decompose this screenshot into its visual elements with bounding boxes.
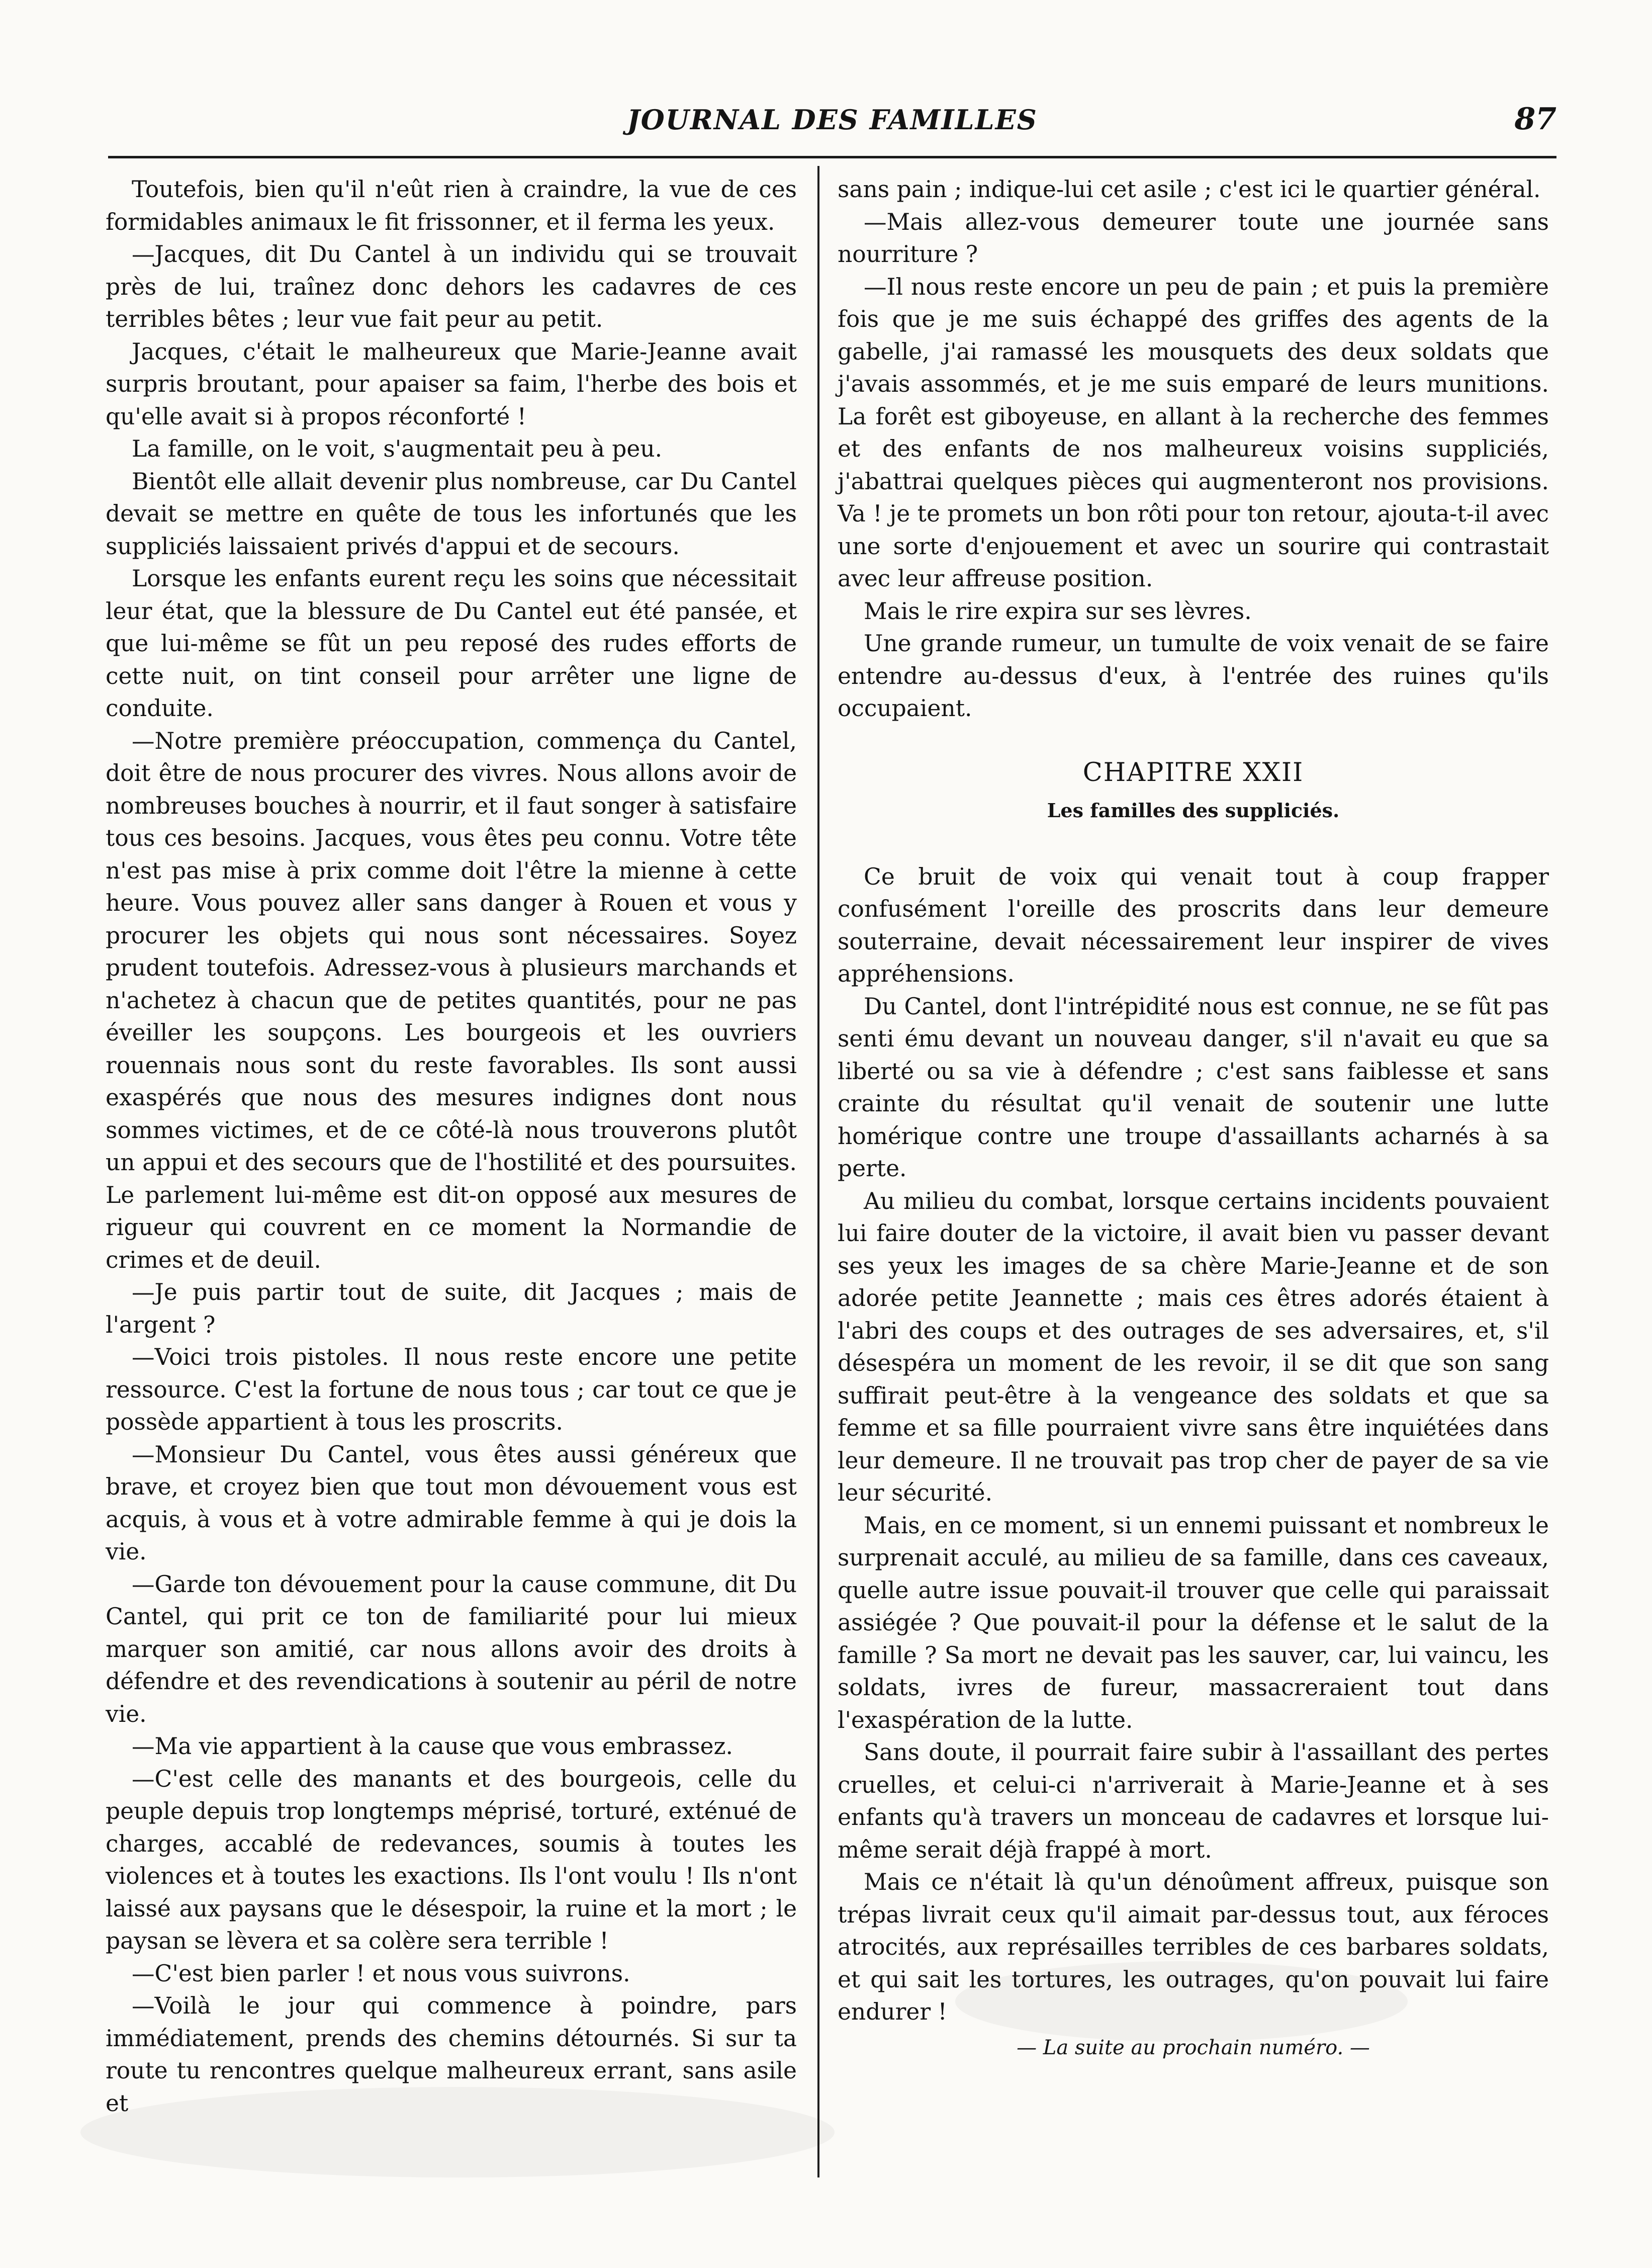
paragraph: —C'est celle des manants et des bourgeois, celle du peuple depuis trop longtemps méprisé, torturé, exténué de charges, accablé de redevances, soumis à toutes les violences et à toutes les exactions. Ils l'ont voulu ! Ils n'ont laissé aux paysans que le désespoir, la ruine et la mort ; le paysan se lèvera et sa colère sera terrible !	[106, 1765, 797, 1954]
paragraph: —Je puis partir tout de suite, dit Jacques ; mais de l'argent ?	[106, 1279, 797, 1338]
paragraph: —Mais allez-vous demeurer toute une journée sans nourriture ?	[838, 208, 1549, 268]
paragraph: Du Cantel, dont l'intrépidité nous est connue, ne se fût pas senti ému devant un nouveau danger, s'il n'avait eu que sa liberté ou sa vie à défendre ; c'est sans faiblesse et sans crainte du résultat qu'il venait de soutenir une lutte homérique contre une troupe d'assaillants acharnés à sa perte.	[838, 993, 1549, 1182]
paragraph: —Voici trois pistoles. Il nous reste encore une petite ressource. C'est la fortune de nous tous ; car tout ce que je possède appartient à tous les proscrits.	[106, 1344, 797, 1435]
paragraph: Mais le rire expira sur ses lèvres.	[864, 597, 1252, 625]
chapter-subtitle: Les familles des suppliciés.	[1047, 799, 1340, 822]
paragraph: —Voilà le jour qui commence à poindre, pars immédiatement, prends des chemins détournés. Si sur ta route tu rencontres quelque malheureux errant, sans asile et	[106, 1992, 797, 2117]
paragraph: Sans doute, il pourrait faire subir à l'assaillant des pertes cruelles, et celui-ci n'arriverait à Marie-Jeanne et à ses enfants qu'à travers un monceau de cadavres et lorsque lui-même serait déjà frappé à mort.	[838, 1739, 1549, 1863]
right-column	[838, 173, 1549, 2064]
paragraph: —Jacques, dit Du Cantel à un individu qui se trouvait près de lui, traînez donc dehors les cadavres de ces terribles bêtes ; leur vue fait peur au petit.	[106, 241, 797, 332]
paragraph: —Monsieur Du Cantel, vous êtes aussi généreux que brave, et croyez bien que tout mon dévouement vous est acquis, à vous et à votre admirable femme à qui je dois la vie.	[106, 1441, 797, 1565]
paragraph: Mais ce n'était là qu'un dénoûment affreux, puisque son trépas livrait ceux qu'il aimait par-dessus tout, aux féroces atrocités, aux représailles terribles de ces barbares soldats, et qui sait les tortures, les outrages, qu'on pouvait lui faire endurer !	[838, 1869, 1549, 2025]
paragraph: La famille, on le voit, s'augmentait peu à peu.	[132, 435, 663, 462]
paragraph: —C'est bien parler ! et nous vous suivrons.	[132, 1960, 630, 1987]
paragraph: —Garde ton dévouement pour la cause commune, dit Du Cantel, qui prit ce ton de familiarité pour lui mieux marquer son amitié, car nous allons avoir des droits à défendre et des revendications à soutenir au péril de notre vie.	[106, 1571, 797, 1727]
chapter-heading: CHAPITRE XXII	[1082, 757, 1304, 788]
paragraph: —Ma vie appartient à la cause que vous embrassez.	[132, 1733, 733, 1760]
header-rule	[108, 156, 1556, 158]
paragraph: —Notre première préoccupation, commença du Cantel, doit être de nous procurer des vivres. Nous allons avoir de nombreuses bouches à nourrir, et il faut songer à satisfaire tous ces besoins. Jacques, vous êtes peu connu. Votre tête n'est pas mise à prix comme doit l'être la mienne à cette heure. Vous pouvez aller sans danger à Rouen et vous y procurer les objets qui nous sont nécessaires. Soyez prudent toutefois. Adressez-vous à plusieurs marchands et n'achetez à chacun que de petites quantités, pour ne pas éveiller les soupçons. Les bourgeois et les ouvriers rouennais nous sont du reste favorables. Ils sont aussi exaspérés que nous des mesures indignes dont nous sommes victimes, et de ce côté-là nous trouverons plutôt un appui et des secours que de l'hostilité et des poursuites. Le parlement lui-même est dit-on opposé aux mesures de rigueur qui couvrent en ce moment la Normandie de crimes et de deuil.	[106, 727, 797, 1273]
page-number: 87	[1514, 102, 1556, 137]
paragraph: —Il nous reste encore un peu de pain ; et puis la première fois que je me suis échappé des griffes des agents de la gabelle, j'ai ramassé les mousquets des deux soldats que j'avais assommés, et je me suis emparé de leurs munitions. La forêt est giboyeuse, en allant à la recherche des femmes et des enfants de nos malheureux voisins suppliciés, j'abattrai quelques pièces qui augmenteront nos provisions. Va ! je te promets un bon rôti pour ton retour, ajouta-t-il avec une sorte d'enjouement et avec un sourire qui contrastait avec leur affreuse position.	[838, 273, 1549, 592]
paragraph: Toutefois, bien qu'il n'eût rien à craindre, la vue de ces formidables animaux le fit frissonner, et il ferma les yeux.	[106, 176, 797, 235]
paragraph: Ce bruit de voix qui venait tout à coup frapper confusément l'oreille des proscrits dans leur demeure souterraine, devait nécessairement leur inspirer de vives appréhensions.	[838, 863, 1549, 987]
journal-title: JOURNAL DES FAMILLES	[627, 104, 1038, 136]
column-divider	[817, 166, 819, 2177]
paragraph: sans pain ; indique-lui cet asile ; c'est ici le quartier général.	[838, 176, 1541, 203]
paragraph: Mais, en ce moment, si un ennemi puissant et nombreux le surprenait acculé, au milieu de sa famille, dans ces caveaux, quelle autre issue pouvait-il trouver que celle qui paraissait assiégée ? Que pouvait-il pour la défense et le salut de la famille ? Sa mort ne devait pas les sauver, car, lui vaincu, les soldats, ivres de fureur, massacreraient tout dans l'exaspération de la lutte.	[838, 1512, 1549, 1733]
paragraph: Jacques, c'était le malheureux que Marie-Jeanne avait surpris broutant, pour apaiser sa faim, l'herbe des bois et qu'elle avait si à propos réconforté !	[106, 338, 797, 430]
paragraph: Lorsque les enfants eurent reçu les soins que nécessitait leur état, que la blessure de Du Cantel eut été pansée, et que lui-même se fût un peu reposé des rudes efforts de cette nuit, on tint conseil pour arrêter une ligne de conduite.	[106, 565, 797, 722]
paragraph: Bientôt elle allait devenir plus nombreuse, car Du Cantel devait se mettre en quête de tous les infortunés que les suppliciés laissaient privés d'appui et de secours.	[106, 468, 797, 560]
page-header	[108, 99, 1556, 154]
paragraph: Une grande rumeur, un tumulte de voix venait de se faire entendre au-dessus d'eux, à l'entrée des ruines qu'ils occupaient.	[838, 630, 1549, 722]
continuation-note: — La suite au prochain numéro. —	[1017, 2036, 1370, 2059]
paragraph: Au milieu du combat, lorsque certains incidents pouvaient lui faire douter de la victoire, il avait bien vu passer devant ses yeux les images de sa chère Marie-Jeanne et de son adorée petite Jeannette ; mais ces êtres adorés étaient à l'abri des coups et des outrages de ses adversaires, et, s'il désespéra un moment de les revoir, il se dit que son sang suffirait peut-être à la vengeance des soldats et que sa femme et sa fille pourraient vivre sans être inquiétées dans leur demeure. Il ne trouvait pas trop cher de payer de sa vie leur sécurité.	[838, 1187, 1549, 1506]
left-column	[106, 173, 797, 2120]
